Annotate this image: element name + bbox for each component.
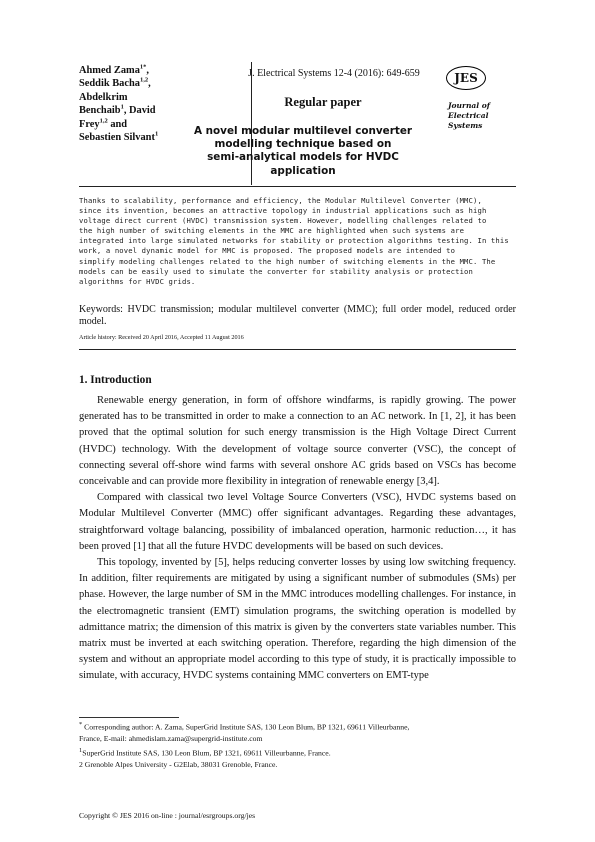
- author-line: Frey$^{1,2}$ and: [79, 117, 128, 130]
- title-line: modelling technique based on: [214, 138, 392, 151]
- logo-text: Journal of: [448, 101, 490, 110]
- footnote-affiliation: 2 Grenoble Alpes University - G2Elab, 38031 Grenoble, France.: [79, 759, 278, 769]
- abstract: [79, 196, 516, 287]
- abstract-line: since its invention, becomes an attractive topology in industrial applications such as high: [79, 206, 487, 216]
- paper-type: Regular paper: [284, 95, 362, 109]
- title-line: application: [270, 164, 336, 177]
- author-line: Abdelkrim: [79, 91, 128, 103]
- footnote-corresponding: * Corresponding author: A. Zama, SuperGrid Institute SAS, 130 Leon Blum, BP 1321, 69611 Villeurbanne,: [79, 721, 410, 732]
- header-rule: [79, 186, 516, 187]
- abstract-line: models can be easily used to simulate the converter for stability analysis or protection: [79, 266, 473, 276]
- footnotes: [79, 719, 516, 770]
- logo-text: Electrical: [448, 111, 489, 120]
- title-line: A novel modular multilevel converter: [193, 125, 412, 137]
- author-line: Seddik Bacha$^{1,2}$,: [79, 76, 151, 90]
- body-text: [79, 393, 516, 685]
- journal-reference: J. Electrical Systems 12-4 (2016): 649-659: [248, 68, 420, 79]
- abstract-line: voltage direct current (HVDC) transmission system. However, modelling challenges related to: [79, 216, 487, 226]
- article-history: Article history: Received 20 April 2016, Accepted 11 August 2016: [79, 334, 244, 341]
- footnote-rule: [79, 717, 179, 718]
- paper-title: [174, 125, 432, 178]
- keywords: Keywords: HVDC transmission; modular multilevel converter (MMC); full order model, reduced order model.: [79, 304, 516, 328]
- author-line: Benchaib$^1$, David: [79, 103, 156, 117]
- author-list: [79, 64, 171, 144]
- abstract-line: simplify modeling challenges related to the high number of switching elements in the MMC. The: [79, 256, 496, 266]
- abstract-line: the high number of switching elements in the MMC are highlighted when such systems are: [79, 226, 465, 236]
- footnote-affiliation: $^1$SuperGrid Institute SAS, 130 Leon Blum, BP 1321, 69611 Villeurbanne, France.: [79, 746, 331, 758]
- section-heading: 1. Introduction: [79, 374, 152, 386]
- abstract-line: Thanks to scalability, performance and efficiency, the Modular Multilevel Converter (MMC),: [79, 196, 482, 205]
- logo-text: Systems: [448, 121, 483, 130]
- author-line: Ahmed Zama$^{1*}$,: [79, 63, 150, 76]
- abstract-rule: [79, 349, 516, 350]
- author-line: Sebastien Silvant$^1$: [79, 130, 159, 144]
- footnote-corresponding-cont: France, E-mail: ahmedislam.zama@supergrid-institute.com: [79, 733, 263, 743]
- title-line: semi-analytical models for HVDC: [207, 151, 399, 164]
- copyright: Copyright © JES 2016 on-line : journal/esrgroups.org/jes: [79, 811, 256, 820]
- paragraph: Renewable energy generation, in form of offshore windfarms, is rapidly growing. The power generated has to be transmitted in order to make a connection to an AC network. In [1, 2], it has been proved that the optimal solution for such energy transmission is the High Voltage Direct Current (HVDC) technology. With the development of voltage source converter (VSC), the concept of connecting several off-shore wind farms with several onshore AC grids based on VSCs has become conceivable and can provide more flexibility in integration of renewable energy [3,4].: [79, 395, 516, 488]
- journal-logo: [436, 66, 496, 144]
- abstract-line: integrated into large simulated networks for stability or protection algorithms testing. In this: [79, 236, 509, 246]
- paragraph: Compared with classical two level Voltage Source Converters (VSC), HVDC systems based on Modular Multilevel Converter (MMC) offer significant advantages. Regarding these advantages, straightforward voltage balancing, possibility of imbalanced operation, harmonic reduction…, it has been proved [1] that all the future HVDC developments will be based on such devices.: [79, 492, 516, 552]
- abstract-line: algorithms for HVDC grids.: [79, 276, 196, 286]
- abstract-line: work, a novel dynamic model for MMC is proposed. The proposed models are intended to: [79, 246, 456, 256]
- logo-abbr: JES: [446, 66, 486, 90]
- paragraph: This topology, invented by [5], helps reducing converter losses by using low switching frequency. In addition, filter requirements are mitigated by using a significant number of submodules (SMs) per phase. However, the large number of SM in the MMC introduces modelling challenges. For instance, in the electromagnetic transient (EMT) simulation programs, the switching operation is modelled by admittance matrix; the dimension of this matrix is given by the converters state variables number. This matrix must be inverted at each switching operation. Therefore, regarding the high dimension of the system and without an appropriate model according to this type of study, it is practically impossible to simulate, with accuracy, HVDC systems containing MMC converters on EMT-type: [79, 557, 516, 682]
